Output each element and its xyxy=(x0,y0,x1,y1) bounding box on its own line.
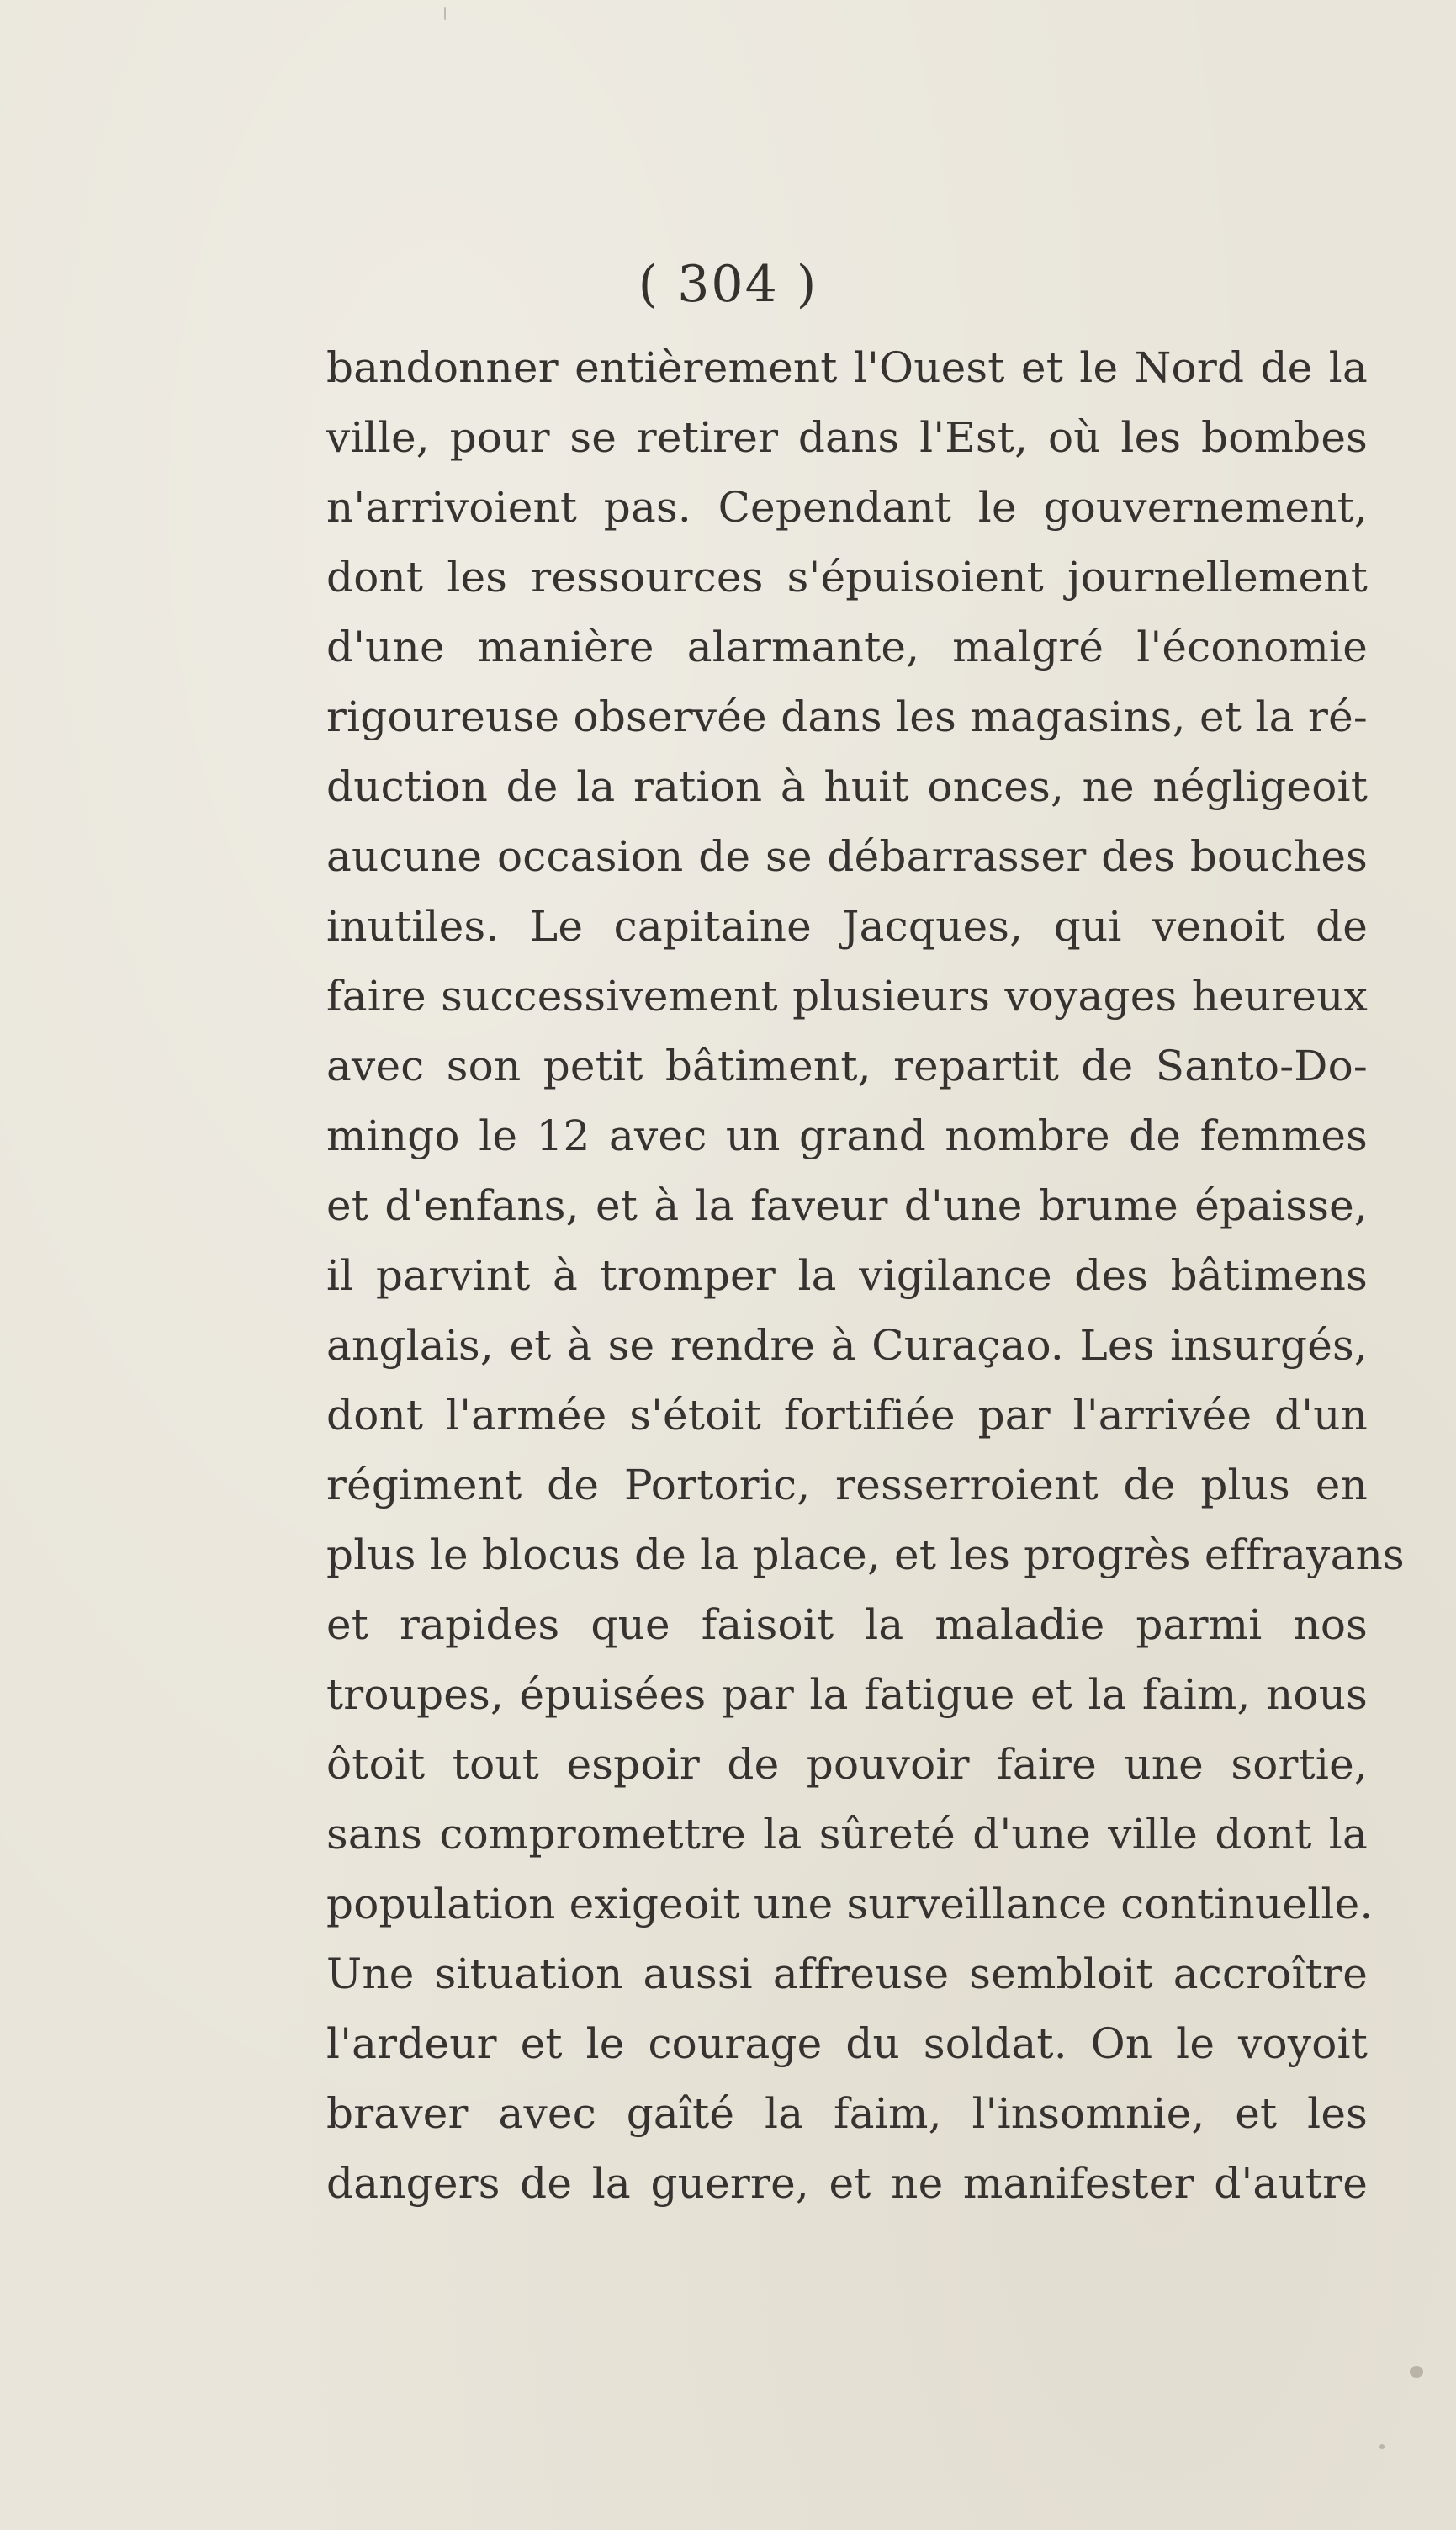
text-line: braver avec gaîté la faim, l'insomnie, et les xyxy=(326,2089,1368,2138)
text-line: population exigeoit une surveillance continuelle. xyxy=(326,1880,1374,1928)
text-line: il parvint à tromper la vigilance des bâtimens xyxy=(326,1251,1368,1300)
text-line: d'une manière alarmante, malgré l'économie xyxy=(326,623,1368,671)
text-line: avec son petit bâtiment, repartit de Santo-Do- xyxy=(326,1042,1368,1090)
text-line: Une situation aussi affreuse sembloit accroître xyxy=(326,1949,1368,1998)
text-line: plus le blocus de la place, et les progrès effrayans xyxy=(326,1530,1405,1579)
text-line: dont l'armée s'étoit fortifiée par l'arrivée d'un xyxy=(326,1391,1368,1440)
paper-speck xyxy=(1379,2444,1385,2449)
text-line: aucune occasion de se débarrasser des bouches xyxy=(326,832,1368,881)
paper-speck xyxy=(444,7,446,20)
text-line: duction de la ration à huit onces, ne négligeoit xyxy=(326,762,1368,811)
text-line: dont les ressources s'épuisoient journellement xyxy=(326,553,1368,602)
text-line: l'ardeur et le courage du soldat. On le voyoit xyxy=(326,2019,1368,2068)
text-line: anglais, et à se rendre à Curaçao. Les insurgés, xyxy=(326,1321,1368,1370)
text-line: bandonner entièrement l'Ouest et le Nord de la xyxy=(326,343,1368,392)
text-line: troupes, épuisées par la fatigue et la faim, nous xyxy=(326,1670,1368,1719)
text-line: mingo le 12 avec un grand nombre de femmes xyxy=(326,1111,1368,1160)
text-line: faire successivement plusieurs voyages heureux xyxy=(326,972,1368,1021)
text-line: régiment de Portoric, resserroient de plus en xyxy=(326,1461,1368,1509)
text-line: et d'enfans, et à la faveur d'une brume épaisse, xyxy=(326,1181,1368,1230)
text-line: dangers de la guerre, et ne manifester d'autre xyxy=(326,2159,1368,2208)
body-text xyxy=(326,333,1405,2219)
text-line: ville, pour se retirer dans l'Est, où les bombes xyxy=(326,413,1368,462)
text-line: rigoureuse observée dans les magasins, et la ré- xyxy=(326,692,1368,741)
text-line: sans compromettre la sûreté d'une ville dont la xyxy=(326,1810,1368,1859)
text-line: ôtoit tout espoir de pouvoir faire une sortie, xyxy=(326,1740,1368,1789)
text-line: et rapides que faisoit la maladie parmi nos xyxy=(326,1600,1368,1649)
text-line: n'arrivoient pas. Cependant le gouvernement, xyxy=(326,483,1368,532)
paper-speck xyxy=(1410,2366,1423,2378)
text-line: inutiles. Le capitaine Jacques, qui venoit de xyxy=(326,902,1368,951)
page-number: ( 304 ) xyxy=(638,255,818,314)
